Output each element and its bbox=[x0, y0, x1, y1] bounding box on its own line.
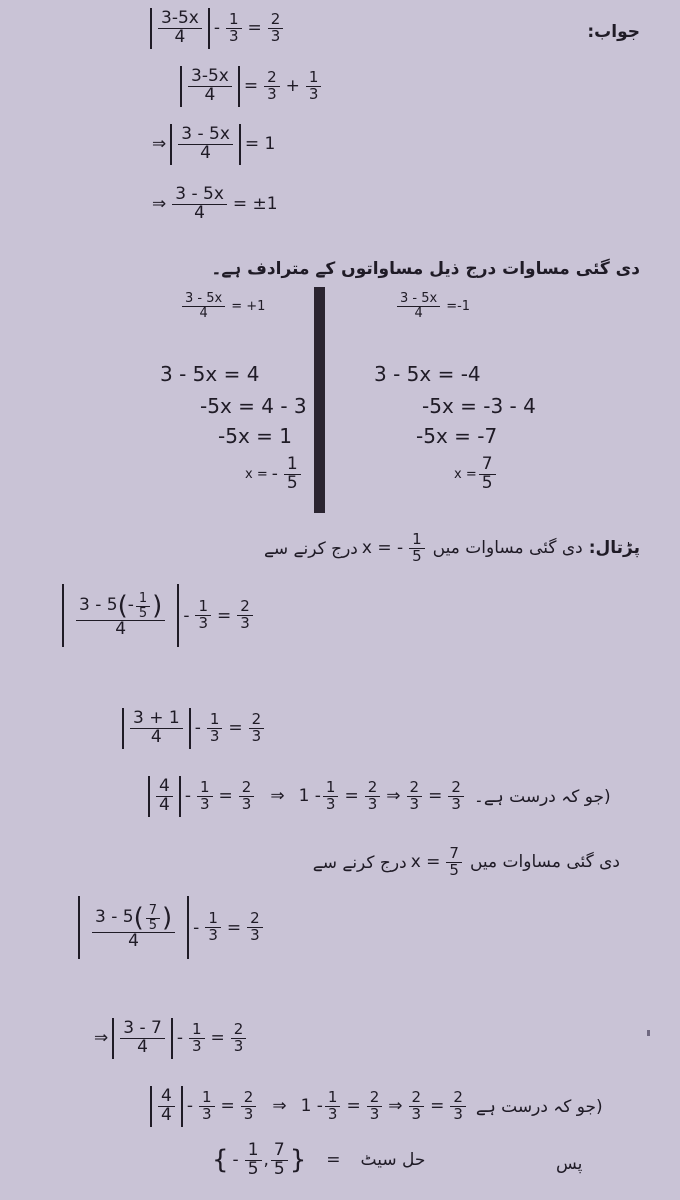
fraction bbox=[271, 1142, 288, 1179]
numerator: 2 bbox=[241, 1090, 257, 1107]
fraction bbox=[397, 292, 440, 320]
absolute-value bbox=[78, 896, 189, 959]
numerator: 2 bbox=[237, 599, 253, 616]
fraction bbox=[146, 904, 160, 932]
numerator: 3 - 7 bbox=[120, 1020, 165, 1039]
paper-speck bbox=[647, 1030, 650, 1036]
numerator: 7 bbox=[146, 904, 160, 919]
absolute-value bbox=[62, 584, 179, 647]
right-hand-side: = +1 bbox=[231, 298, 266, 314]
numerator: 7 bbox=[446, 846, 462, 863]
open-brace: { bbox=[212, 1145, 229, 1176]
fraction bbox=[365, 780, 381, 813]
therefore-label: پس bbox=[556, 1154, 583, 1174]
denominator: 3 bbox=[228, 26, 239, 45]
numerator: 2 bbox=[247, 911, 263, 928]
minus-sign: - bbox=[186, 1096, 193, 1117]
minus-sign: - bbox=[271, 464, 278, 485]
fraction bbox=[207, 712, 223, 745]
fraction bbox=[479, 456, 496, 493]
numerator: 7 bbox=[271, 1142, 288, 1161]
check-text-start: دی گئی مساوات میں bbox=[432, 538, 583, 559]
numerator: 3-5x bbox=[158, 10, 202, 29]
numerator: 1 bbox=[199, 1090, 215, 1107]
denominator: 3 bbox=[327, 1104, 338, 1123]
equivalent-statement: دی گئی مساوات درج ذیل مساواتوں کے مترادف ہے۔ bbox=[211, 259, 640, 279]
equals-sign: = bbox=[220, 1096, 235, 1117]
numerator: 1 bbox=[323, 780, 339, 797]
numerator: 1 bbox=[409, 532, 425, 549]
denominator: 5 bbox=[148, 917, 158, 933]
fraction bbox=[323, 780, 339, 813]
denominator: 3 bbox=[191, 1036, 202, 1055]
denominator: 4 bbox=[200, 142, 211, 163]
denominator: 3 bbox=[409, 794, 420, 813]
fraction bbox=[241, 1090, 257, 1123]
numerator: 3 + 1 bbox=[130, 710, 183, 729]
numerator: 3 - 5x bbox=[172, 186, 227, 205]
right-case-equation bbox=[395, 292, 474, 320]
check-label: پڑتال: bbox=[588, 538, 640, 559]
comma: , bbox=[263, 1150, 269, 1171]
denominator: 5 bbox=[286, 472, 298, 493]
numerator: 1 bbox=[197, 780, 213, 797]
denominator: 4 bbox=[194, 202, 205, 223]
fraction bbox=[205, 911, 221, 944]
x-label: x = bbox=[454, 466, 477, 482]
fraction bbox=[182, 292, 225, 320]
denominator: 3 bbox=[240, 614, 250, 633]
fraction bbox=[239, 780, 255, 813]
denominator: 5 bbox=[449, 860, 459, 879]
fraction bbox=[195, 599, 211, 632]
verification-note: (جو کہ درست ہے۔ bbox=[473, 786, 611, 807]
denominator: 3 bbox=[270, 26, 281, 45]
fraction bbox=[199, 1090, 215, 1123]
numerator: 2 bbox=[448, 780, 464, 797]
denominator: 3 bbox=[325, 794, 336, 813]
numerator: 2 bbox=[268, 12, 284, 29]
absolute-value bbox=[122, 708, 191, 749]
fraction bbox=[407, 780, 423, 813]
fraction bbox=[189, 1022, 205, 1055]
fraction bbox=[409, 532, 425, 565]
close-paren: ) bbox=[152, 591, 163, 622]
fraction bbox=[268, 12, 284, 45]
denominator: 3 bbox=[367, 794, 378, 813]
equals-sign: = bbox=[326, 1150, 341, 1171]
numerator: 2 bbox=[367, 1090, 383, 1107]
verification-note: (جو کہ درست ہے bbox=[475, 1096, 603, 1117]
fraction bbox=[245, 1142, 262, 1179]
step-4-equation bbox=[148, 186, 282, 223]
left-case-line-3: -5x = 1 bbox=[218, 424, 292, 448]
equals-sign: = bbox=[226, 917, 242, 938]
denominator: 3 bbox=[208, 926, 218, 945]
fraction bbox=[409, 1090, 425, 1123]
denominator: 3 bbox=[453, 1104, 463, 1123]
fraction bbox=[231, 1022, 247, 1055]
plus-sign: + bbox=[285, 76, 300, 97]
denominator: 4 bbox=[414, 305, 423, 321]
absolute-value bbox=[148, 776, 181, 817]
minus-sign: - bbox=[127, 595, 134, 616]
minus-sign: - bbox=[176, 1028, 183, 1049]
left-case-solution bbox=[245, 456, 303, 493]
denominator: 3 bbox=[198, 614, 208, 633]
check-text-start: دی گئی مساوات میں bbox=[469, 852, 620, 873]
numerator bbox=[92, 904, 175, 933]
absolute-value bbox=[170, 124, 241, 165]
fraction bbox=[92, 904, 175, 951]
fraction bbox=[178, 126, 233, 163]
equals-sign: = bbox=[210, 1028, 225, 1049]
fraction bbox=[172, 186, 227, 223]
denominator: 3 bbox=[250, 926, 260, 945]
numerator: 2 bbox=[365, 780, 381, 797]
check-1-heading bbox=[264, 532, 640, 565]
equals-sign: = bbox=[430, 1096, 445, 1117]
numerator: 3 - 5x bbox=[178, 126, 233, 145]
denominator: 4 bbox=[199, 305, 208, 321]
absolute-value bbox=[112, 1018, 173, 1059]
denominator: 5 bbox=[412, 546, 422, 565]
numerator: 7 bbox=[479, 456, 496, 475]
equals-sign: = bbox=[247, 18, 262, 39]
denominator: 3 bbox=[209, 726, 220, 745]
numerator: 2 bbox=[264, 70, 280, 87]
numerator: 1 bbox=[284, 456, 301, 475]
check-text-end: درج کرنے سے bbox=[263, 538, 358, 559]
fraction bbox=[76, 592, 165, 639]
denominator: 4 bbox=[161, 1104, 172, 1125]
check-1-equation-2 bbox=[122, 708, 266, 749]
numerator: 3-5x bbox=[188, 68, 232, 87]
numerator: 1 bbox=[136, 592, 150, 607]
right-hand-side: = ±1 bbox=[232, 194, 278, 215]
fraction bbox=[156, 778, 173, 815]
denominator: 3 bbox=[267, 84, 277, 103]
check-text-end: درج کرنے سے bbox=[312, 852, 407, 873]
fraction bbox=[306, 70, 322, 103]
one-minus: 1 - bbox=[298, 786, 321, 807]
equals-sign: = bbox=[428, 786, 443, 807]
check-2-heading bbox=[313, 846, 620, 879]
x-equals: x = - bbox=[361, 538, 404, 559]
numerator: 1 bbox=[189, 1022, 205, 1039]
fraction bbox=[325, 1090, 341, 1123]
numerator bbox=[76, 592, 165, 621]
numerator: 1 bbox=[205, 911, 221, 928]
denominator: 4 bbox=[137, 1036, 148, 1057]
fraction bbox=[136, 592, 150, 620]
numerator: 1 bbox=[325, 1090, 341, 1107]
implies-arrow: ⇒ bbox=[386, 786, 401, 807]
fraction bbox=[158, 1088, 175, 1125]
equals-sign: = bbox=[346, 1096, 361, 1117]
x-equals: x = bbox=[410, 852, 441, 873]
denominator: 3 bbox=[451, 794, 461, 813]
absolute-value bbox=[150, 8, 210, 49]
equals-sign: = bbox=[218, 786, 233, 807]
expression: 3 - 5 bbox=[79, 595, 118, 616]
implies-arrow: ⇒ bbox=[94, 1028, 109, 1049]
implies-arrow: ⇒ bbox=[152, 194, 167, 215]
fraction bbox=[448, 780, 464, 813]
implies-arrow: ⇒ bbox=[152, 134, 167, 155]
minus-sign: - bbox=[194, 718, 201, 739]
close-paren: ) bbox=[162, 903, 173, 934]
numerator: 2 bbox=[249, 712, 265, 729]
denominator: 3 bbox=[308, 84, 319, 103]
left-case-equation bbox=[180, 292, 269, 320]
fraction bbox=[284, 456, 301, 493]
denominator: 3 bbox=[411, 1104, 422, 1123]
absolute-value bbox=[150, 1086, 183, 1127]
denominator: 3 bbox=[241, 794, 252, 813]
fraction bbox=[450, 1090, 466, 1123]
check-1-equation-3 bbox=[148, 776, 611, 817]
numerator: 2 bbox=[450, 1090, 466, 1107]
denominator: 4 bbox=[128, 931, 139, 952]
numerator: 2 bbox=[409, 1090, 425, 1107]
denominator: 5 bbox=[481, 472, 493, 493]
fraction bbox=[158, 10, 202, 47]
numerator: 3 - 5x bbox=[397, 292, 440, 307]
minus-sign: - bbox=[213, 18, 220, 39]
minus-sign: - bbox=[184, 786, 191, 807]
equals-sign: = bbox=[217, 605, 232, 626]
check-2-equation-2 bbox=[90, 1018, 248, 1059]
denominator: 3 bbox=[201, 1104, 212, 1123]
step-1-equation bbox=[150, 8, 285, 49]
denominator: 3 bbox=[233, 1036, 244, 1055]
numerator: 1 bbox=[226, 12, 242, 29]
fraction bbox=[247, 911, 263, 944]
right-hand-side: =-1 bbox=[446, 298, 471, 314]
denominator: 4 bbox=[115, 619, 127, 640]
fraction bbox=[226, 12, 242, 45]
check-2-equation-3 bbox=[150, 1086, 603, 1127]
case-divider bbox=[314, 287, 325, 513]
right-hand-side: = 1 bbox=[244, 134, 276, 155]
check-2-equation-1 bbox=[78, 896, 265, 959]
denominator: 3 bbox=[243, 1104, 254, 1123]
numerator: 1 bbox=[207, 712, 223, 729]
absolute-value bbox=[180, 66, 240, 107]
denominator: 5 bbox=[247, 1158, 259, 1179]
denominator: 3 bbox=[369, 1104, 380, 1123]
left-case-line-2: -5x = 4 - 3 bbox=[200, 394, 307, 418]
numerator: 2 bbox=[231, 1022, 247, 1039]
numerator: 4 bbox=[156, 778, 173, 797]
equals-sign: = bbox=[344, 786, 359, 807]
check-1-equation-1 bbox=[62, 584, 255, 647]
answer-heading: جواب: bbox=[587, 22, 640, 42]
fraction bbox=[249, 712, 265, 745]
right-case-solution bbox=[454, 456, 498, 493]
fraction bbox=[237, 599, 253, 632]
minus-sign: - bbox=[183, 605, 190, 626]
right-case-line-1: 3 - 5x = -4 bbox=[374, 362, 481, 386]
numerator: 3 - 5x bbox=[182, 292, 225, 307]
step-3-equation bbox=[148, 124, 279, 165]
equals-sign: = bbox=[243, 76, 259, 97]
denominator: 5 bbox=[273, 1158, 285, 1179]
minus-sign: - bbox=[193, 917, 200, 938]
open-paren: ( bbox=[133, 903, 144, 934]
numerator: 2 bbox=[239, 780, 255, 797]
equals-sign: = bbox=[228, 718, 243, 739]
fraction bbox=[130, 710, 183, 747]
close-brace: } bbox=[289, 1145, 307, 1176]
fraction bbox=[446, 846, 462, 879]
solution-set-label: حل سیٹ bbox=[360, 1150, 426, 1171]
denominator: 4 bbox=[159, 794, 170, 815]
x-label: x = bbox=[245, 466, 268, 482]
denominator: 3 bbox=[251, 726, 262, 745]
right-case-line-3: -5x = -7 bbox=[416, 424, 498, 448]
fraction bbox=[120, 1020, 165, 1057]
fraction bbox=[197, 780, 213, 813]
denominator: 4 bbox=[174, 26, 186, 47]
implies-arrow: ⇒ bbox=[270, 786, 285, 807]
step-2-equation bbox=[180, 66, 323, 107]
numerator: 4 bbox=[158, 1088, 175, 1107]
one-minus: 1 - bbox=[300, 1096, 323, 1117]
implies-arrow: ⇒ bbox=[272, 1096, 287, 1117]
denominator: 4 bbox=[204, 84, 216, 105]
denominator: 4 bbox=[150, 726, 162, 747]
right-case-line-2: -5x = -3 - 4 bbox=[422, 394, 536, 418]
fraction bbox=[188, 68, 232, 105]
expression: 3 - 5 bbox=[95, 907, 134, 928]
numerator: 1 bbox=[195, 599, 211, 616]
solution-set bbox=[212, 1142, 425, 1179]
minus-sign: - bbox=[232, 1150, 239, 1171]
numerator: 2 bbox=[407, 780, 423, 797]
numerator: 1 bbox=[245, 1142, 262, 1161]
denominator: 5 bbox=[138, 605, 148, 621]
left-case-line-1: 3 - 5x = 4 bbox=[160, 362, 260, 386]
fraction bbox=[264, 70, 280, 103]
implies-arrow: ⇒ bbox=[388, 1096, 403, 1117]
denominator: 3 bbox=[199, 794, 210, 813]
open-paren: ( bbox=[117, 591, 128, 622]
numerator: 1 bbox=[306, 70, 322, 87]
fraction bbox=[367, 1090, 383, 1123]
